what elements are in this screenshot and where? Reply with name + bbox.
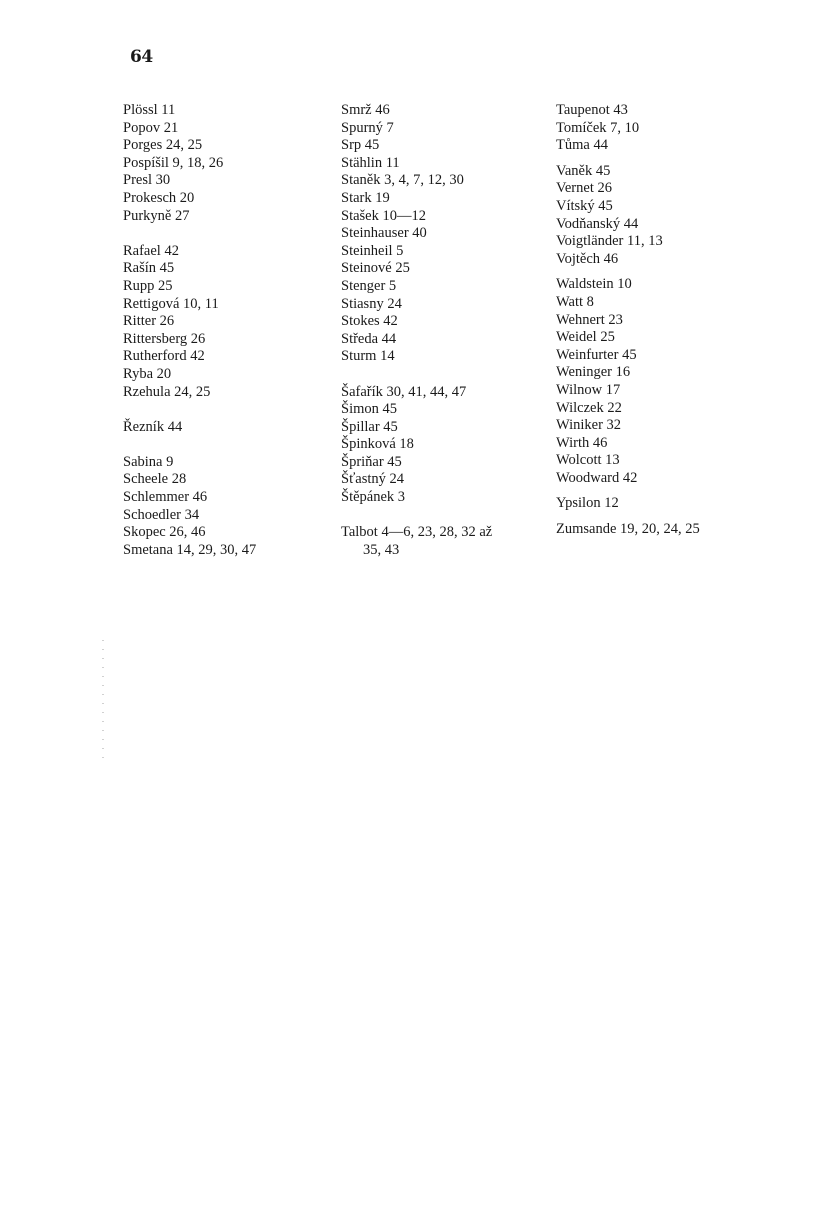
- index-entry: Spurný 7: [341, 119, 394, 136]
- index-entry: Schoedler 34: [123, 506, 200, 523]
- index-entry: Plössl 11: [123, 102, 176, 118]
- index-entry: Taupenot 43: [556, 102, 628, 118]
- index-entry: Stiasny 24: [341, 295, 402, 312]
- index-entry: Rafael 42: [123, 242, 179, 259]
- index-entry: Voigtländer 11, 13: [556, 233, 663, 250]
- index-entry: Purkyně 27: [123, 207, 190, 224]
- index-entry: Presl 30: [123, 172, 171, 189]
- index-entry: Schlemmer 46: [123, 489, 208, 506]
- group-spacer: [556, 155, 700, 163]
- group-spacer: [123, 436, 256, 454]
- group-spacer: [123, 225, 256, 243]
- index-entry: Talbot 4—6, 23, 28, 32 až: [341, 524, 493, 541]
- group-spacer: [123, 401, 256, 419]
- index-entry: Wilnow 17: [556, 381, 621, 398]
- index-entry: Stašek 10—12: [341, 207, 426, 224]
- page-number: 64: [130, 47, 153, 67]
- index-entry: Rittersberg 26: [123, 330, 206, 347]
- index-entry: Rettigová 10, 11: [123, 295, 219, 312]
- index-entry: Rutherford 42: [123, 348, 205, 365]
- index-entry: Středa 44: [341, 330, 397, 347]
- index-entry-continuation: 35, 43: [363, 541, 400, 558]
- index-entry: Wirth 46: [556, 434, 608, 451]
- index-entry: Weinfurter 45: [556, 346, 637, 363]
- index-entry: Stählin 11: [341, 154, 400, 171]
- index-entry: Srp 45: [341, 137, 380, 154]
- index-entry: Rašín 45: [123, 260, 175, 277]
- index-entry: Steinové 25: [341, 260, 410, 277]
- index-entry: Šimon 45: [341, 401, 397, 418]
- index-entry: Špriňar 45: [341, 453, 402, 470]
- index-entry: Wolcott 13: [556, 452, 620, 469]
- index-entry: Steinheil 5: [341, 242, 404, 259]
- index-entry: Smetana 14, 29, 30, 47: [123, 541, 257, 558]
- group-spacer: [341, 507, 492, 525]
- index-entry: Ypsilon 12: [556, 495, 619, 512]
- index-entry: Stark 19: [341, 189, 390, 206]
- index-column-1: [123, 102, 256, 559]
- index-entry: Waldstein 10: [556, 276, 632, 293]
- index-entry: Šťastný 24: [341, 471, 404, 488]
- index-entry: Špillar 45: [341, 418, 398, 435]
- index-entry: Štěpánek 3: [341, 489, 406, 506]
- index-entry: Wilczek 22: [556, 399, 622, 416]
- index-entry: Vaněk 45: [556, 162, 611, 179]
- group-spacer: [556, 513, 700, 521]
- index-entry: Stenger 5: [341, 277, 397, 294]
- group-spacer: [556, 268, 700, 276]
- index-entry: Prokesch 20: [123, 189, 195, 206]
- scan-margin-specks: [102, 640, 104, 760]
- index-entry: Smrž 46: [341, 102, 390, 118]
- index-entry: Sturm 14: [341, 348, 395, 365]
- group-spacer: [556, 487, 700, 495]
- index-entry: Watt 8: [556, 293, 594, 310]
- index-entry: Pospíšil 9, 18, 26: [123, 154, 224, 171]
- index-entry: Řezník 44: [123, 418, 183, 435]
- index-entry: Scheele 28: [123, 471, 187, 488]
- index-entry: Rzehula 24, 25: [123, 383, 211, 400]
- index-entry: Woodward 42: [556, 469, 638, 486]
- index-entry: Ritter 26: [123, 313, 175, 330]
- index-entry: Stokes 42: [341, 313, 398, 330]
- index-entry: Tůma 44: [556, 137, 608, 154]
- index-entry: Vítský 45: [556, 197, 613, 214]
- index-entry: Sabina 9: [123, 453, 174, 470]
- index-entry: Zumsande 19, 20, 24, 25: [556, 521, 700, 538]
- index-entry: Vernet 26: [556, 180, 612, 197]
- index-entry: Weninger 16: [556, 364, 631, 381]
- index-entry: Staněk 3, 4, 7, 12, 30: [341, 172, 464, 189]
- index-entry: Vodňanský 44: [556, 215, 639, 232]
- index-entry: Popov 21: [123, 119, 179, 136]
- index-entry: Tomíček 7, 10: [556, 119, 640, 136]
- index-entry: Vojtěch 46: [556, 250, 619, 267]
- index-entry: Steinhauser 40: [341, 225, 427, 242]
- index-entry: Porges 24, 25: [123, 137, 203, 154]
- index-entry: Špinková 18: [341, 436, 414, 453]
- index-entry: Weidel 25: [556, 329, 615, 346]
- index-entry: Skopec 26, 46: [123, 524, 206, 541]
- index-entry: Ryba 20: [123, 365, 172, 382]
- index-entry: Rupp 25: [123, 277, 173, 294]
- index-column-2: [341, 102, 492, 559]
- index-entry: Wehnert 23: [556, 311, 623, 328]
- index-entry: Winiker 32: [556, 417, 622, 434]
- group-spacer: [341, 366, 492, 384]
- index-entry: Šafařík 30, 41, 44, 47: [341, 383, 467, 400]
- index-column-3: [556, 102, 700, 539]
